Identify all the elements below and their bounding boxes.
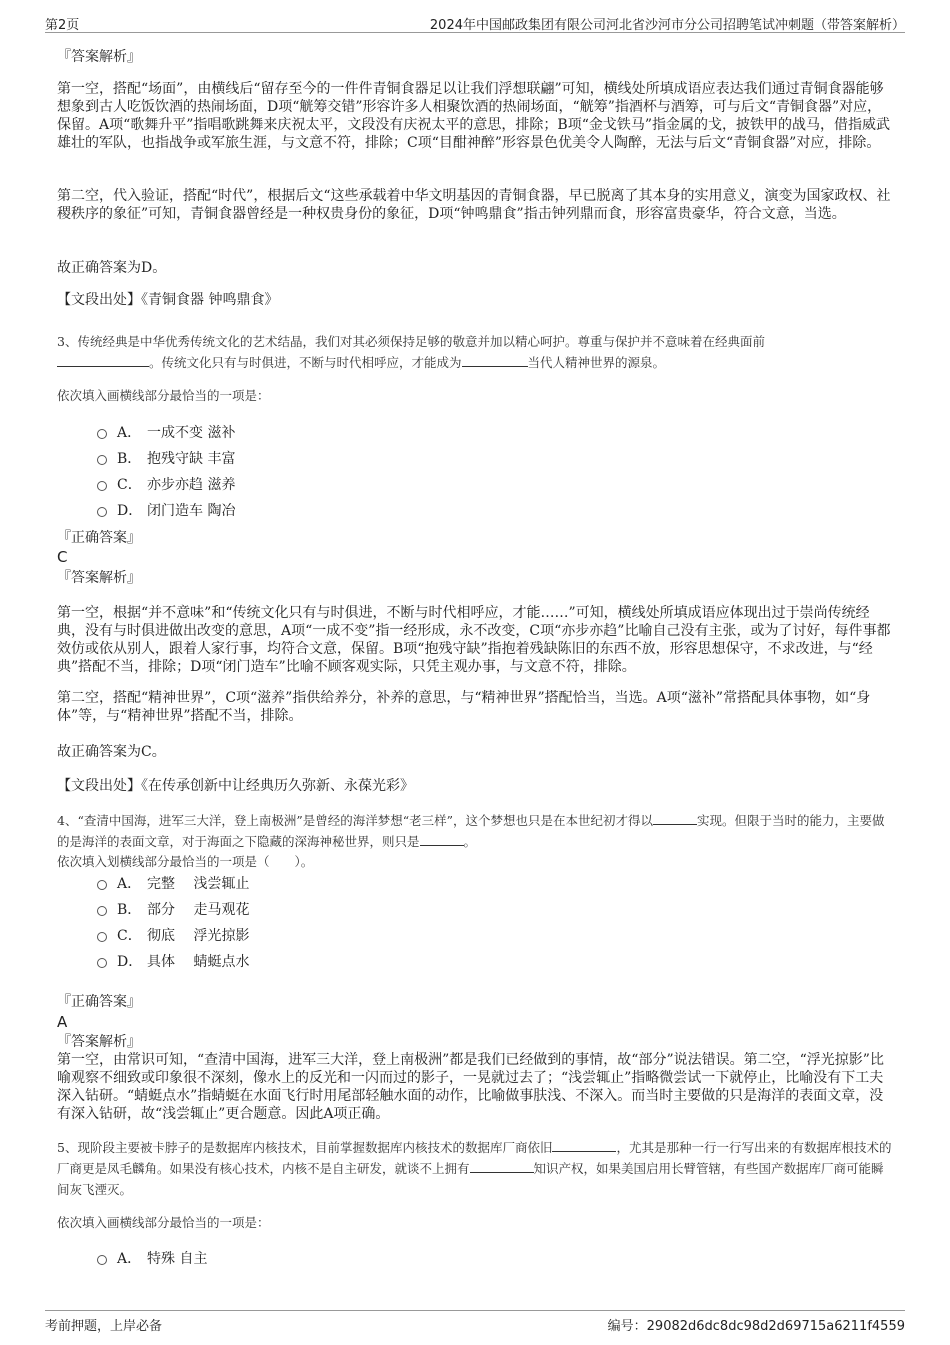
- q3-analysis-tag: 『答案解析』: [57, 570, 141, 586]
- q4-stem: [57, 810, 893, 852]
- q3-options: [57, 420, 457, 524]
- q4-options: [57, 871, 457, 975]
- q4-stem-part1: 4、“查清中国海，进军三大洋，登上南极洲”是曾经的海洋梦想“老三样”，这个梦想也只是在本世纪初才得以: [57, 813, 654, 828]
- option-text: 部分 走马观花: [147, 902, 250, 918]
- q3-source-title: 《在传承创新中让经典历久弥新、永葆光彩》: [141, 778, 414, 794]
- option-text: 具体 蜻蜓点水: [147, 954, 250, 970]
- q5-options: [57, 1246, 457, 1272]
- q2-source-label: 【文段出处】: [57, 292, 141, 308]
- page-number: 第2页: [45, 18, 80, 33]
- q5-blank-2: [470, 1160, 534, 1173]
- q4-stem-part2: 实现。但限于当时的能力，主要做的是海洋的表面文章，对于海面之下隐藏的深海神秘世界，则只是: [57, 813, 885, 849]
- q3-source: [57, 777, 414, 795]
- q3-analysis-para2: 第二空，搭配“精神世界”，C项“滋养”指供给养分，补养的意思，与“精神世界”搭配恰当，当选。A项“滋补”常搭配具体事物，如“身体”等，与“精神世界”搭配不当，排除。: [57, 690, 871, 724]
- footer-serial: 编号：29082d6dc8dc98d2d69715a6211f4559: [607, 1319, 905, 1334]
- q2-conclusion: 故正确答案为D。: [57, 260, 167, 276]
- q3-option-c[interactable]: [57, 472, 457, 498]
- q3-stem-part3: 当代人精神世界的源泉。: [527, 355, 666, 370]
- radio-icon[interactable]: [97, 1255, 107, 1265]
- q5-stem-part2: ，尤其是那种一行一行写出来的有数据库根技术的厂商更是凤毛麟角。如果没有核心技术，内核不是自主研发，就谈不上拥有: [57, 1140, 892, 1176]
- q4-blank-2: [420, 833, 464, 846]
- q5-stem-part3: 知识产权，如果美国启用长臂管辖，有些国产数据库厂商可能瞬间灰飞湮灭。: [57, 1161, 884, 1197]
- option-text: 彻底 浮光掠影: [147, 928, 250, 944]
- option-letter: A．: [117, 425, 142, 441]
- option-letter: A．: [117, 1251, 142, 1267]
- q3-prompt: 依次填入画横线部分最恰当的一项是：: [57, 388, 270, 403]
- q3-correct-tag: 『正确答案』: [57, 530, 141, 546]
- q3-source-label: 【文段出处】: [57, 778, 141, 794]
- q3-stem-part1: 3、传统经典是中华优秀传统文化的艺术结晶，我们对其必须保持足够的敬意并加以精心呵护。尊重与保护并不意味着在经典面前: [57, 334, 765, 349]
- document-title: 2024年中国邮政集团有限公司河北省沙河市分公司招聘笔试冲刺题（带答案解析）: [429, 18, 905, 33]
- q5-stem-part1: 5、现阶段主要被卡脖子的是数据库内核技术，目前掌握数据库内核技术的数据库厂商依旧: [57, 1140, 553, 1155]
- option-letter: B．: [117, 451, 142, 467]
- q3-option-a[interactable]: [57, 420, 457, 446]
- option-letter: D．: [117, 503, 143, 519]
- q3-option-d[interactable]: [57, 498, 457, 524]
- option-text: 抱残守缺 丰富: [147, 451, 236, 467]
- option-letter: A．: [117, 876, 142, 892]
- q2-analysis-para1: 第一空，搭配“场面”，由横线后“留存至今的一件件青铜食器足以让我们浮想联翩”可知，横线处所填成语应表达我们通过青铜食器能够想象到古人吃饭饮酒的热闹场面，D项“觥筹交错”形容许多人相聚饮酒的热闹场面，“觥筹”指酒杯与酒筹，可与后文“青铜食器”对应，保留。A项“歌舞升平”指唱歌跳舞来庆祝太平，文段没有庆祝太平的意思，排除；B项“金戈铁马”指金属的戈，披铁甲的战马，借指威武雄壮的军队，也指战争或军旅生涯，与文意不符，排除；C项“目酣神醉”形容景色优美令人陶醉，无法与后文“青铜食器”对应，排除。: [57, 81, 891, 151]
- q4-option-a[interactable]: [57, 871, 457, 897]
- radio-icon[interactable]: [97, 455, 107, 465]
- option-letter: D．: [117, 954, 143, 970]
- q3-option-b[interactable]: [57, 446, 457, 472]
- q5-prompt: 依次填入画横线部分最恰当的一项是：: [57, 1215, 270, 1230]
- option-text: 闭门造车 陶冶: [147, 503, 236, 519]
- radio-icon[interactable]: [97, 429, 107, 439]
- q4-correct-tag: 『正确答案』: [57, 994, 141, 1010]
- q4-blank-1: [653, 812, 697, 825]
- q4-stem-part3: 。: [463, 834, 477, 849]
- option-text: 特殊 自主: [147, 1251, 208, 1267]
- q4-analysis-tag: 『答案解析』: [57, 1034, 141, 1050]
- q5-blank-1: [552, 1139, 616, 1152]
- q2-source-title: 《青铜食器 钟鸣鼎食》: [141, 292, 279, 308]
- q2-source: [57, 291, 278, 309]
- q4-option-d[interactable]: [57, 949, 457, 975]
- q4-prompt: 依次填入划横线部分最恰当的一项是（ ）。: [57, 854, 314, 869]
- option-letter: B．: [117, 902, 142, 918]
- q4-option-b[interactable]: [57, 897, 457, 923]
- option-letter: C．: [117, 928, 142, 944]
- q3-stem: [57, 331, 893, 373]
- q3-stem-part2: 。传统文化只有与时俱进，不断与时代相呼应，才能成为: [149, 355, 462, 370]
- q4-correct-answer: A: [57, 1013, 68, 1031]
- q3-blank-1: [57, 354, 149, 367]
- option-letter: C．: [117, 477, 142, 493]
- radio-icon[interactable]: [97, 906, 107, 916]
- radio-icon[interactable]: [97, 507, 107, 517]
- q3-analysis-para1: 第一空，根据“并不意味”和“传统文化只有与时俱进，不断与时代相呼应，才能……”可知，横线处所填成语应体现出过于崇尚传统经典，没有与时俱进做出改变的意思，A项“一成不变”指一经形成，永不改变，C项“亦步亦趋”比喻自己没有主张，或为了讨好，每件事都效仿或依从别人，跟着人家行事，均符合文意，保留。B项“抱残守缺”指抱着残缺陈旧的东西不放，形容思想保守，不求改进，与“经典”搭配不当，排除；D项“闭门造车”比喻不顾客观实际，只凭主观办事，与文意不符，排除。: [57, 605, 891, 675]
- q5-option-a[interactable]: [57, 1246, 457, 1272]
- radio-icon[interactable]: [97, 932, 107, 942]
- option-text: 亦步亦趋 滋养: [147, 477, 236, 493]
- radio-icon[interactable]: [97, 481, 107, 491]
- q3-conclusion: 故正确答案为C。: [57, 744, 166, 760]
- page-footer: [45, 1310, 905, 1335]
- radio-icon[interactable]: [97, 958, 107, 968]
- q3-correct-answer: C: [57, 548, 68, 566]
- q5-stem: [57, 1137, 893, 1200]
- q2-analysis-tag: 『答案解析』: [57, 49, 141, 65]
- q2-analysis-para2: 第二空，代入验证，搭配“时代”，根据后文“这些承载着中华文明基因的青铜食器，早已脱离了其本身的实用意义，演变为国家政权、社稷秩序的象征”可知，青铜食器曾经是一种权贵身份的象征，D项“钟鸣鼎食”指击钟列鼎而食，形容富贵豪华，符合文意，当选。: [57, 188, 891, 222]
- q4-analysis: 第一空，由常识可知，“查清中国海，进军三大洋，登上南极洲”都是我们已经做到的事情，故“部分”说法错误。第二空，“浮光掠影”比喻观察不细致或印象很不深刻，像水上的反光和一闪而过的影子，一晃就过去了；“浅尝辄止”指略微尝试一下就停止，比喻没有下工夫深入钻研。“蜻蜓点水”指蜻蜓在水面飞行时用尾部轻触水面的动作，比喻做事肤浅、不深入。而当时主要做的只是海洋的表面文章，没有深入钻研，故“浅尝辄止”更合题意。因此A项正确。: [57, 1052, 884, 1122]
- footer-slogan: 考前押题，上岸必备: [45, 1319, 163, 1334]
- option-text: 一成不变 滋补: [147, 425, 236, 441]
- radio-icon[interactable]: [97, 880, 107, 890]
- option-text: 完整 浅尝辄止: [147, 876, 250, 892]
- page-header: [45, 12, 905, 33]
- q4-option-c[interactable]: [57, 923, 457, 949]
- q3-blank-2: [462, 354, 528, 367]
